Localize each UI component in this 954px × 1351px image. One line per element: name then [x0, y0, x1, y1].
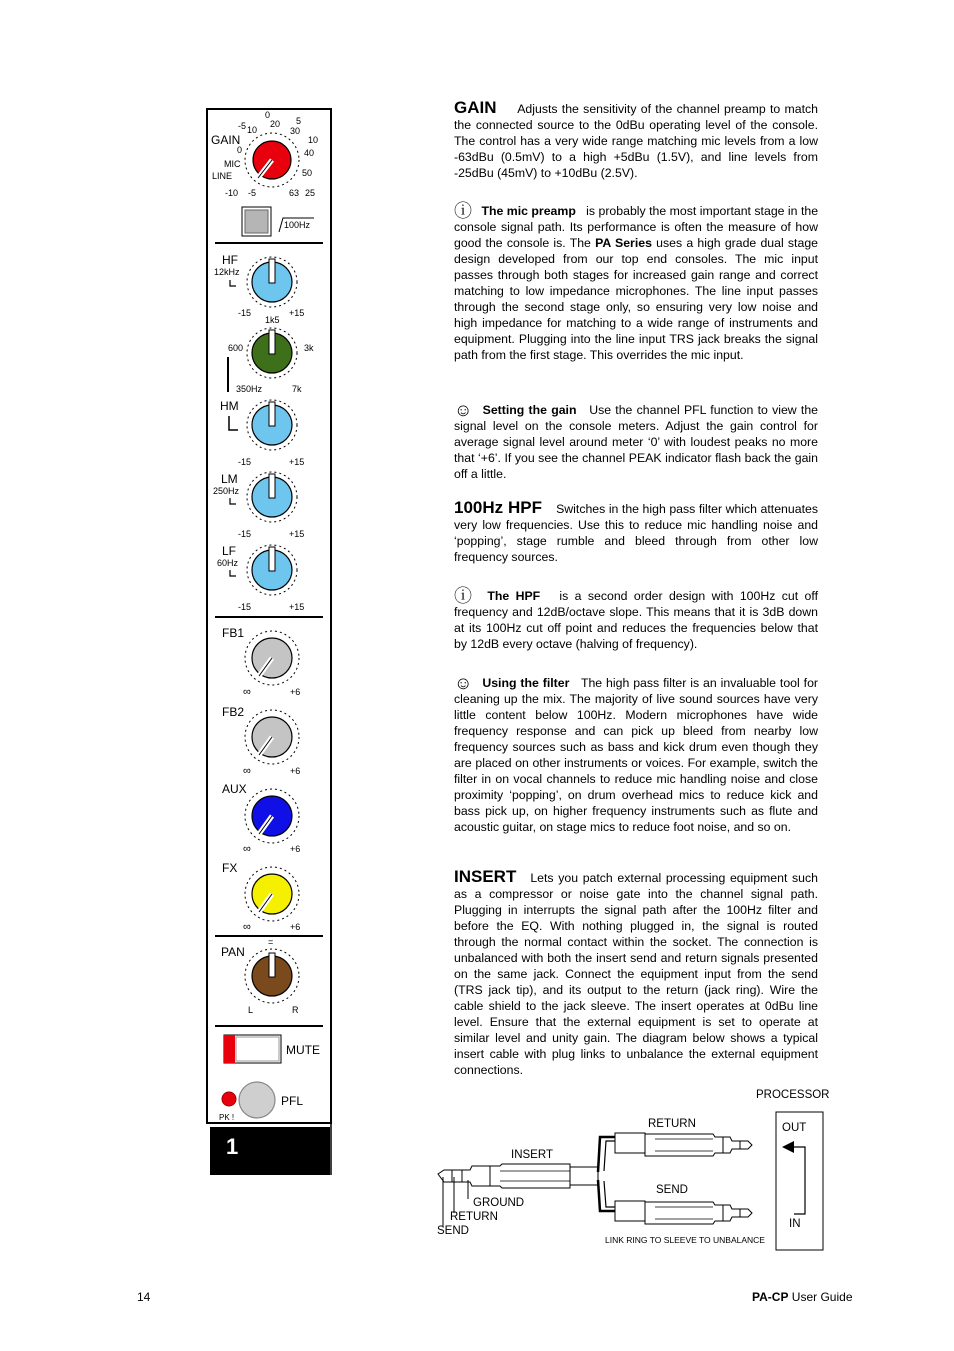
fx-knob[interactable] [245, 867, 299, 921]
the-hpf-section [454, 588, 818, 652]
gain-scale: 0 [265, 110, 271, 120]
fb1-max: +6 [290, 687, 301, 697]
mic-preamp-body-2: uses a high grade dual stage design developed from our top end consoles. The mic input passes through both stages for increased gain range and correct matching to low impedance microphones. The line input passes through the second stage only, so ensuring very low noise and high impedance for matching to a wide range of instruments and equipment. Plugging into the line input TRS jack breaks the signal path from the first stage. This overrides the mic input. [454, 236, 818, 362]
lf-knob[interactable] [247, 545, 297, 595]
link-note: LINK RING TO SLEEVE TO UNBALANCE [605, 1235, 765, 1245]
fb1-min: ∞ [243, 686, 251, 698]
the-hpf-heading: The HPF [487, 589, 541, 603]
footer-guide: User Guide [791, 1290, 853, 1304]
return-pin-label: RETURN [450, 1211, 498, 1223]
lf-freq: 60Hz [217, 558, 239, 568]
channel-number: 1 [226, 1134, 239, 1159]
hm-freq-br: 7k [292, 384, 302, 394]
mic-preamp-heading: The mic preamp [481, 204, 576, 218]
hpf-label: 100Hz [284, 220, 311, 230]
gain-heading: GAIN [454, 98, 497, 117]
mute-label: MUTE [286, 1043, 320, 1057]
out-label: OUT [782, 1122, 807, 1134]
the-hpf-body: is a second order design with 100Hz cut off frequency and 12dB/octave slope. This means that it is 3dB down at its 100Hz cut off point and reduces the frequencies below that by 12dB every octave (halving of frequency). [454, 589, 819, 651]
info-icon: ⓘ [454, 201, 473, 221]
using-filter-heading: Using the filter [482, 676, 570, 690]
aux-max: +6 [290, 844, 301, 854]
gain-scale: 40 [304, 148, 315, 158]
smiley-icon: ☺ [454, 400, 473, 420]
lm-freq: 250Hz [213, 486, 240, 496]
hpf-heading: 100Hz HPF [454, 498, 542, 517]
gain-scale: -5 [248, 188, 257, 198]
fx-max: +6 [290, 922, 301, 932]
setting-gain-heading: Setting the gain [482, 403, 577, 417]
hm-freq-top: 1k5 [265, 315, 280, 325]
gain-scale: -10 [225, 188, 239, 198]
smiley-icon: ☺ [454, 673, 473, 693]
hm-knob[interactable] [247, 400, 297, 450]
hf-knob[interactable] [247, 257, 297, 307]
hpf-section [454, 500, 818, 565]
gain-label: GAIN [211, 133, 241, 147]
hpf-body: Switches in the high pass filter which attenuates very low frequencies. Use this to reduce mic handling noise and ‘popping’, stage rumble and bleed through from other low frequency sources. [454, 502, 818, 564]
hpf-button[interactable] [242, 207, 271, 236]
hm-freq-right: 3k [304, 343, 314, 353]
pfl-button[interactable] [239, 1082, 275, 1118]
pan-label: PAN [221, 945, 245, 959]
hf-min: -15 [238, 308, 252, 318]
insert-plug [438, 1164, 598, 1188]
insert-section [454, 869, 818, 1078]
lf-min: -15 [238, 602, 252, 612]
gain-line-label: LINE [212, 171, 233, 181]
footer-brand: PA-CP [752, 1290, 789, 1304]
pan-l: L [248, 1005, 254, 1015]
fb2-knob[interactable] [245, 710, 299, 764]
hm-max: +15 [289, 457, 305, 467]
return-label: RETURN [648, 1118, 696, 1130]
hf-freq: 12kHz [214, 267, 240, 277]
aux-label: AUX [222, 782, 247, 796]
gain-scale: 20 [270, 119, 281, 129]
lf-max: +15 [289, 602, 305, 612]
fb2-label: FB2 [222, 705, 245, 719]
setting-gain-section [454, 402, 818, 482]
gain-scale: 50 [302, 168, 313, 178]
pfl-label: PFL [281, 1094, 304, 1108]
pan-center: = [268, 937, 274, 947]
hf-label: HF [222, 253, 238, 267]
fb1-label: FB1 [222, 626, 245, 640]
return-plug [615, 1133, 752, 1156]
in-label: IN [789, 1218, 801, 1230]
pa-series: PA Series [595, 236, 652, 250]
pan-knob[interactable] [245, 949, 299, 1003]
pan-r: R [292, 1005, 299, 1015]
fx-min: ∞ [243, 921, 251, 933]
page-number: 14 [137, 1290, 151, 1304]
processor-label: PROCESSOR [756, 1089, 830, 1101]
pk-label: PK ! [219, 1113, 235, 1122]
fb2-max: +6 [290, 766, 301, 776]
setting-gain-body: Use the channel PFL function to view the signal level on the console meters. Adjust the gain control for average signal level around meter ‘0’ with loudest peaks no more that ‘+6’. If you see the channel PEAK indicator flash back the gain off a little. [454, 403, 818, 481]
hm-freq-left: 600 [228, 343, 244, 353]
insert-cable-diagram [430, 1085, 840, 1255]
fx-label: FX [222, 861, 238, 875]
mic-preamp-section [454, 203, 818, 363]
lm-knob[interactable] [247, 472, 297, 522]
lm-min: -15 [238, 529, 252, 539]
gain-scale: 5 [296, 116, 302, 126]
insert-body: Lets you patch external processing equipment such as a compressor or noise gate into the channel signal path. Plugging in interrupts the signal path after the 100Hz filter and before the EQ. With nothing plugged in, the signal is routed through the normal contact within the socket. The connection is unbalanced with both the insert send and return signals presented on the same jack. Connect the equipment input from the send (TRS jack tip), and its output to the return (jack ring). Wire the cable shield to the jack sleeve. The insert operates at 0dBu line level. Ensure that the external equipment is set to operate at similar level and unity gain. The diagram below shows a typical insert cable with plug links to unbalance the external equipment connections. [454, 871, 819, 1077]
insert-heading: INSERT [454, 867, 517, 886]
gain-body: Adjusts the sensitivity of the channel preamp to match the connected source to the 0dBu operating level of the console. The control has a very wide range matching mic levels from a low -63dBu (0.5mV) to a high +5dBu (1.5V), and line levels from -25dBu (45mV) to +10dBu (2.5V). [454, 102, 818, 180]
gain-scale: 63 [289, 188, 300, 198]
mic-preamp-body: is probably the most important stage in the console signal path. Its performance is often the measure of how good the console is. The [454, 204, 819, 250]
send-plug [615, 1201, 752, 1224]
gain-scale: -5 [238, 121, 247, 131]
gain-section [454, 100, 818, 181]
send-pin-label: SEND [437, 1225, 469, 1237]
hf-max: +15 [289, 308, 305, 318]
hm-freq-bl: 350Hz [236, 384, 263, 394]
gain-mic-label: MIC [224, 159, 241, 169]
fb2-min: ∞ [243, 765, 251, 777]
aux-min: ∞ [243, 843, 251, 855]
gain-scale: 30 [290, 126, 301, 136]
gain-scale: 25 [305, 188, 316, 198]
gain-knob[interactable] [245, 133, 299, 187]
hm-min: -15 [238, 457, 252, 467]
gain-scale: 0 [237, 145, 243, 155]
hm-label: HM [220, 399, 239, 413]
info-icon: ⓘ [454, 586, 475, 606]
footer-title [752, 1290, 853, 1304]
peak-led [222, 1092, 236, 1106]
insert-label: INSERT [511, 1149, 553, 1161]
hm-freq-knob[interactable] [247, 328, 297, 378]
gain-scale: 10 [247, 125, 258, 135]
ground-label: GROUND [473, 1197, 525, 1209]
fb1-knob[interactable] [245, 631, 299, 685]
gain-scale: 10 [308, 135, 319, 145]
using-filter-section [454, 675, 818, 835]
lf-label: LF [222, 544, 237, 558]
using-filter-body: The high pass filter is an invaluable tool for cleaning up the mix. The majority of live sound sources have very little content below 100Hz. Modern microphones have wide frequency response and can pick up bleed from nearby low frequency sources such as bass and kick drum even though they are placed on other instruments or voices. For example, switch the filter in on vocal channels to reduce mic handling noise and close proximity ‘popping’, on drum overhead mics to reduce kick and bass pick up, on higher frequency instruments such as flute and acoustic guitar, on stage mics to reduce foot noise, and so on. [454, 676, 819, 834]
aux-knob[interactable] [245, 789, 299, 843]
lm-max: +15 [289, 529, 305, 539]
lm-label: LM [221, 472, 238, 486]
send-label: SEND [656, 1184, 688, 1196]
mute-button[interactable] [224, 1035, 281, 1063]
